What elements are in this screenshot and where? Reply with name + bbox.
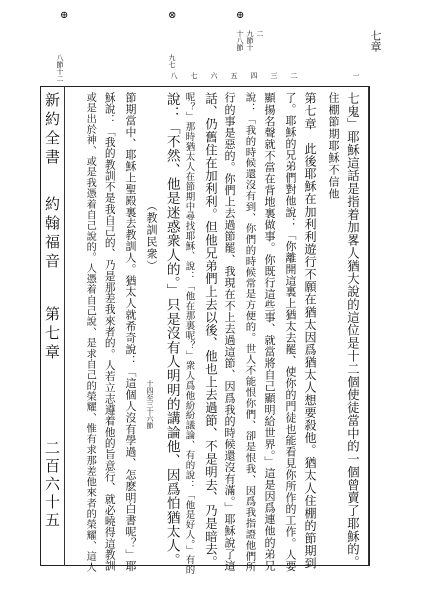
top-ref: 九節十 [246, 30, 254, 51]
text-column-10: 節期當中、耶穌上聖殿裏去教訓人。猶太人就希奇說：「這個人沒有學過、怎麽明白書呢？」耶 [123, 92, 137, 572]
verse-ref: 三 [270, 72, 278, 79]
verse-ref: 二 [290, 72, 298, 79]
text-column-1: 七鬼」耶穌這話是指着加畧人猶大說的這位是十二個使徒當中的一個曾賣了耶穌的。 [345, 92, 360, 569]
chapter-label: 第七章 [43, 306, 61, 363]
gospel-title: 約翰福音 [43, 196, 61, 272]
verse-ref: 一 [352, 72, 360, 79]
verse-ref: 六 [210, 72, 218, 79]
text-column-9: 說：「不然、他是迷惑衆人的。」只是沒有人明明的講論他、因爲怕猶太人。 [163, 92, 180, 567]
text-column-4: 顯揚名聲就不當在背地裏做事。你既行這些事、就當將自己顯明給世界。」這是因爲連他的弟兄 [263, 92, 277, 572]
column-rule [368, 86, 369, 566]
text-column-6: 行的事是惡的。你們上去過節罷、我現在不上去過這節、因爲我的時候還沒有滿。」耶穌說了這 [223, 92, 237, 572]
verse-ref: 八 [170, 72, 178, 79]
text-column-2: 第七章 此後耶穌在加利利遊行不願在猶太因爲猶太人想要殺他。猶太人住棚的節期到 [303, 92, 318, 570]
ornament-mid: ⊗ [168, 10, 177, 21]
text-column-12: 或是出於神、或是我憑着自己說的。人憑着自己說、是求自己的榮耀、惟有求那差他來者的榮耀、這人 [84, 92, 96, 573]
cross-reference: 十四至三十六節 [146, 380, 154, 429]
top-ref: 八節十二 [56, 54, 64, 82]
verse-ref: 五 [230, 72, 238, 79]
text-column-5: 說：「我的時候還沒有到、你們的時候常是方便的。世人不能恨你們、卻是恨我、因爲我指證他們所 [243, 92, 256, 573]
section-heading: 住棚節期耶穌不信他 [327, 92, 340, 200]
page-number: 二百六十五 [43, 440, 61, 530]
text-column-8: 呢？」那時猶太人在節期中尋找耶穌、說：「他在那裏呢？」衆人爲他紛紛議論、有的說：「他是好人。」有的 [183, 92, 195, 575]
text-column-3: 了。耶穌的兄弟們對他說：「你離開這裏上猶太去罷、使你的門徒也能看見你所作的工作。人要 [283, 92, 297, 572]
top-ref: 九七 [168, 54, 176, 68]
ornament-right: ⊕ [236, 10, 245, 21]
verse-ref: 四 [250, 72, 258, 79]
verse-ref: 七 [190, 72, 198, 79]
top-ref: 二 [256, 30, 264, 37]
text-column-11: 穌說：「我的教訓不是我自己的、乃是那差我來者的。人若立志遵着他的旨意行、就必曉得這教訓 [103, 92, 117, 572]
margin-rule [64, 86, 65, 566]
book-title: 新約全書 [43, 92, 61, 168]
chapter-tag: 七章 [369, 30, 382, 52]
text-column-7: 話、仍舊住在加利利。但他兄弟們上去以後、他也上去過節、不是明去、乃是暗去。 [203, 92, 218, 569]
top-ref: 十八節 [236, 30, 244, 51]
ornament-left: ⊕ [60, 10, 69, 21]
subheading-teaching: （教訓民衆） [145, 200, 158, 272]
